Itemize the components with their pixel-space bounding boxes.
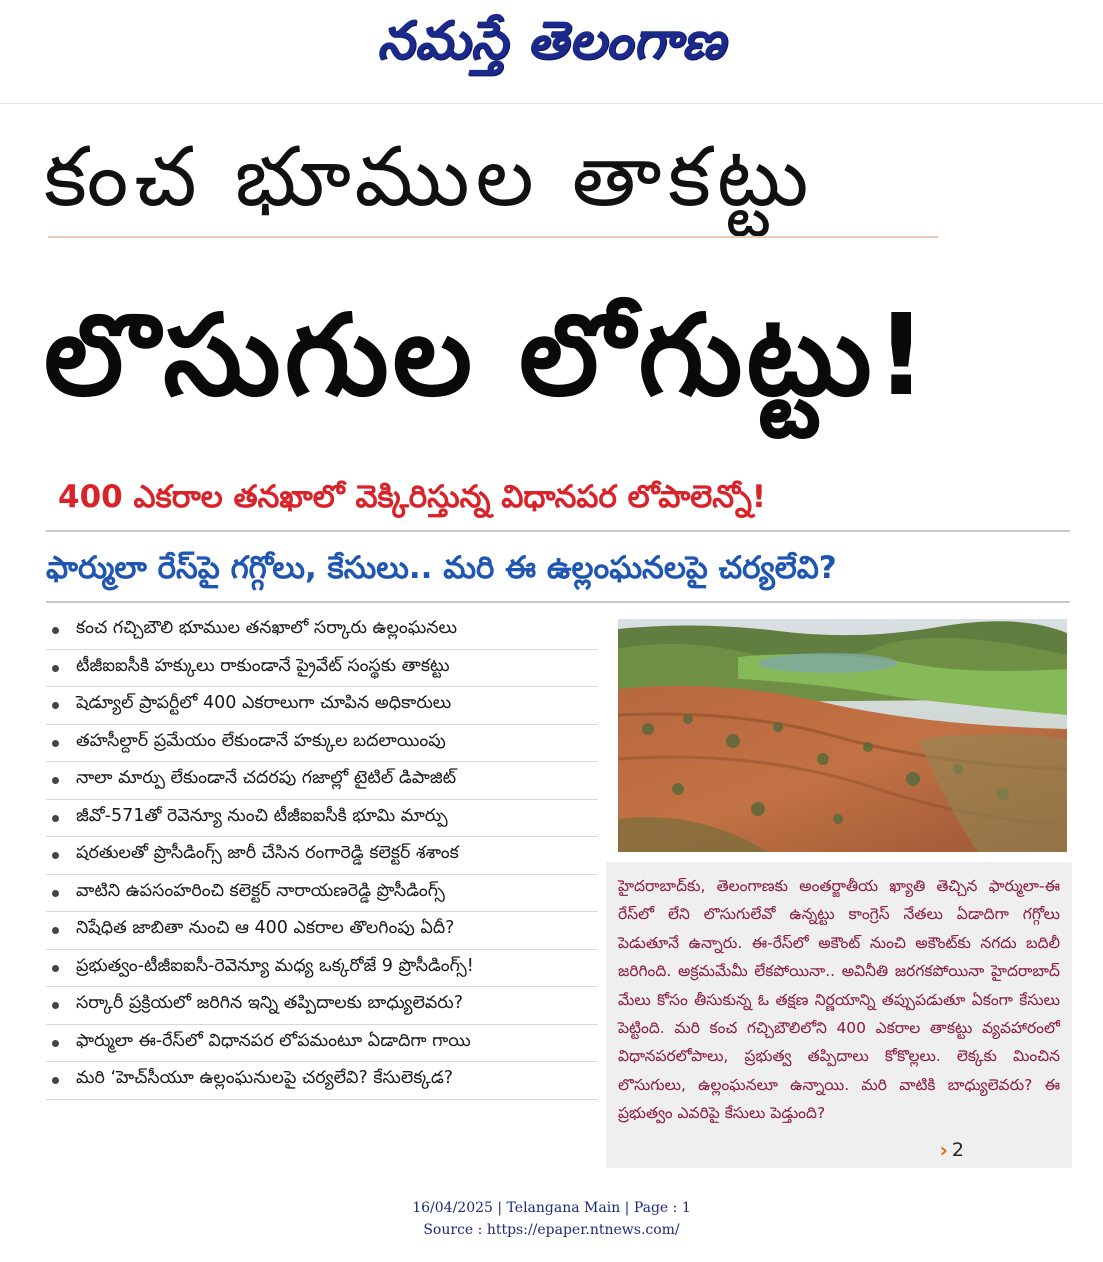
bullet-icon: [52, 627, 59, 634]
bullet-text: నాలా మార్పు లేకుండానే చదరపు గజాల్లో టైటిల్ డిపాజిట్: [76, 768, 457, 789]
list-item: [46, 950, 598, 988]
list-item: [46, 912, 598, 950]
bullet-text: నిషేధిత జాబితా నుంచి ఆ 400 ఎకరాల తొలగింపు ఏదీ?: [76, 918, 455, 939]
chevron-right-icon: ›: [939, 1138, 948, 1162]
headline-divider: [48, 236, 938, 238]
bullet-icon: [52, 1040, 59, 1047]
list-item: [46, 1025, 598, 1063]
subheadline-red: 400 ఎకరాల తనఖాలో వెక్కిరిస్తున్న విధానపర లోపాలెన్నో!: [58, 479, 767, 515]
subhead-divider-bottom: [46, 601, 1070, 603]
bullet-text: ఫార్ములా ఈ-రేస్‌లో విధానపర లోపమంటూ ఏడాదిగా గాయి: [76, 1030, 471, 1051]
footer-date-edition: 16/04/2025 | Telangana Main | Page : 1: [412, 1200, 691, 1216]
bullet-text: కంచ గచ్చిబౌలి భూముల తనఖాలో సర్కారు ఉల్లంఘనలు: [76, 618, 458, 639]
bullet-text: షెడ్యూల్ ప్రాపర్టీలో 400 ఎకరాలుగా చూపిన అధికారులు: [76, 693, 452, 714]
bullet-text: షరతులతో ప్రొసీడింగ్స్ జారీ చేసిన రంగారెడ్డి కలెక్టర్ శశాంక: [76, 843, 459, 864]
bullet-icon: [52, 665, 59, 672]
bullet-text: మరి ‘హెచ్‌సీయూ ఉల్లంఘనులపై చర్యలేవి? కేసులెక్కడ?: [76, 1068, 454, 1089]
continued-page-number: 2: [951, 1139, 964, 1161]
caption-text: హైదరాబాద్‌కు, తెలంగాణకు అంతర్జాతీయ ఖ్యాతి తెచ్చిన ఫార్ములా-ఈ రేస్‌లో లేని లొసుగులేవో ఉన్నట్టు కాంగ్రెస్ నేతలు ఏడాదిగా గగ్గోలు పెడుతూనే ఉన్నారు. ఈ-రేస్‌లో అకౌంట్ నుంచి అకౌంట్‌కు నగదు బదిలీ జరిగింది. అక్రమమేమీ లేకపోయినా.. అవినీతి జరగకపోయినా హైదరాబాద్ మేలు కోసం తీసుకున్న ఓ తక్షణ నిర్ణయాన్ని తప్పుపడుతూ ఏకంగా కేసులు పెట్టింది. మరి కంచ గచ్చిబౌలిలోని 400 ఎకరాల తాకట్టు వ్యవహారంలో విధానపరలోపాలు, ప్రభుత్వ తప్పిదాలు కోకొల్లలు. లెక్కకు మించిన లొసుగులు, ఉల్లంఘనలూ ఉన్నాయి. మరి వాటికి బాధ్యులెవరు? ఈ ప్రభుత్వం ఎవరిపై కేసులు పెడ్తుంది?: [618, 877, 1060, 1123]
list-item: [46, 650, 598, 688]
bullet-text: జీవో-571తో రెవెన్యూ నుంచి టీజీఐఐసీకి భూమి మార్పు: [76, 805, 448, 826]
list-item: [46, 725, 598, 763]
bullet-list: [46, 612, 598, 1100]
list-item: [46, 800, 598, 838]
bullet-icon: [52, 965, 59, 972]
bullet-icon: [52, 927, 59, 934]
masthead: [0, 0, 1103, 104]
subhead-divider-top: [46, 530, 1070, 532]
bullet-icon: [52, 740, 59, 747]
land-photo: [618, 619, 1067, 852]
list-item: [46, 837, 598, 875]
headline-line-2: లొసుగుల లోగుట్టు!: [44, 291, 931, 421]
list-item: [46, 762, 598, 800]
bullet-text: తహసీల్దార్ ప్రమేయం లేకుండానే హక్కుల బదలాయింపు: [76, 730, 446, 751]
list-item: [46, 612, 598, 650]
bullet-icon: [52, 1077, 59, 1084]
land-photo-illustration: [618, 619, 1067, 852]
list-item: [46, 687, 598, 725]
bullet-text: సర్కారీ ప్రక్రియలో జరిగిన ఇన్ని తప్పిదాలకు బాధ్యులెవరు?: [76, 993, 464, 1014]
list-item: [46, 1062, 598, 1100]
bullet-icon: [52, 815, 59, 822]
bullet-icon: [52, 890, 59, 897]
bullet-text: టీజీఐఐసీకి హక్కులు రాకుండానే ప్రైవేట్ సంస్థకు తాకట్టు: [76, 655, 450, 676]
masthead-logo: నమస్తే తెలంగాణ: [377, 10, 726, 71]
bullet-icon: [52, 702, 59, 709]
list-item: [46, 875, 598, 913]
list-item: [46, 987, 598, 1025]
headline-line-1: కంచ భూముల తాకట్టు: [44, 130, 815, 225]
bullet-icon: [52, 777, 59, 784]
subheadline-blue: ఫార్ములా రేస్‌పై గగ్గోలు, కేసులు.. మరి ఈ ఉల్లంఘనలపై చర్యలేవి?: [46, 550, 837, 586]
bullet-text: వాటిని ఉపసంహరించి కలెక్టర్ నారాయణరెడ్డి ప్రొసీడింగ్స్: [76, 880, 445, 901]
bullet-icon: [52, 852, 59, 859]
continued-marker: [940, 1138, 964, 1162]
caption-box: [606, 862, 1072, 1168]
footer-source: Source : https://epaper.ntnews.com/: [423, 1222, 680, 1238]
bullet-text: ప్రభుత్వం-టీజీఐఐసీ-రెవెన్యూ మధ్య ఒక్కరోజే 9 ప్రొసీడింగ్స్!: [76, 955, 474, 976]
bullet-icon: [52, 1002, 59, 1009]
